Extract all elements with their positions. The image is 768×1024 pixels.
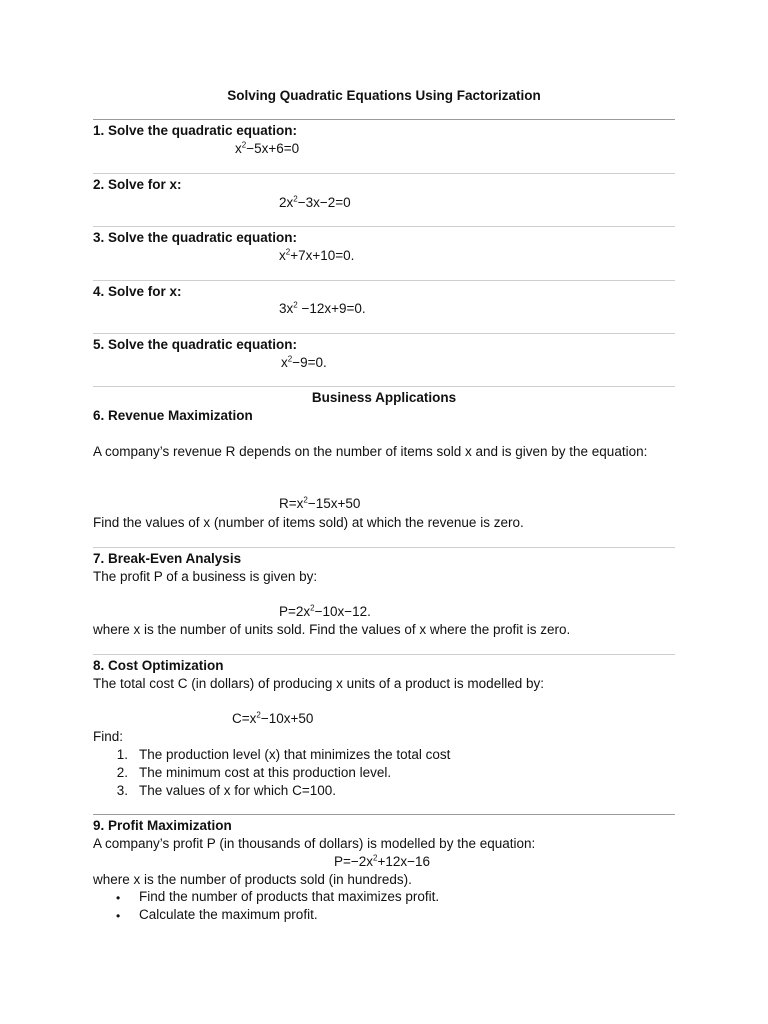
list-number: 1. [116,747,128,762]
q6-text: A company’s revenue R depends on the number of items sold x and is given by the equation: [93,444,648,459]
list-number: 3. [116,783,128,798]
q9-equation: $P=-2x^2+12x-16$ [334,853,431,869]
q6-ask: Find the values of x (number of items sold) at which the revenue is zero. [93,515,524,530]
q8-equation: $C=x^2-10x+50$ [232,710,314,726]
q5-equation: $x^2-9=0$. [281,354,327,370]
q7-equation: $P=2x^2-10x-12$. [279,603,371,619]
divider [93,280,675,281]
q3-heading: 3. Solve the quadratic equation: [93,230,298,245]
q9-heading: 9. Profit Maximization [93,818,232,833]
q4-heading: 4. Solve for x: [93,284,182,299]
divider [93,173,675,174]
page-title: Solving Quadratic Equations Using Factorization [227,88,541,103]
section-heading: Business Applications [311,390,457,405]
divider [93,333,675,334]
divider [93,386,675,387]
q7-ask: where x is the number of units sold. Find the values of x where the profit is zero. [93,622,571,637]
divider [93,547,675,548]
q2-equation: $2x^2-3x-2=0$ [279,194,351,210]
list-item: Calculate the maximum profit. [139,907,318,922]
q6-equation: $R=x^2-15x+50$ [279,495,361,511]
q2-heading: 2. Solve for x: [93,177,182,192]
list-item: The values of x for which C=100. [139,783,336,798]
q7-text: The profit P of a business is given by: [93,569,318,584]
divider [93,814,675,815]
q5-heading: 5. Solve the quadratic equation: [93,337,298,352]
q4-equation: $3x^2 -12x+9=0$. [279,300,366,316]
list-number: 2. [116,765,128,780]
list-item: The production level (x) that minimizes the total cost [139,747,451,762]
divider [93,226,675,227]
list-item: The minimum cost at this production level. [139,765,392,780]
list-item: Find the number of products that maximizes profit. [139,889,440,904]
q9-text: A company’s profit P (in thousands of dollars) is modelled by the equation: [93,836,536,851]
q7-heading: 7. Break-Even Analysis [93,551,242,566]
bullet-icon: • [116,909,121,923]
q8-text: The total cost C (in dollars) of producing x units of a product is modelled by: [93,676,544,691]
q8-heading: 8. Cost Optimization [93,658,224,673]
title-divider [93,119,675,120]
q1-heading: 1. Solve the quadratic equation: [93,123,298,138]
q6-heading: 6. Revenue Maximization [93,408,253,423]
bullet-icon: • [116,891,121,905]
q3-equation: $x^2+7x+10=0$. [279,247,355,263]
q9-after: where x is the number of products sold (in hundreds). [93,872,412,887]
q1-equation: $x^2-5x+6=0$ [235,140,300,156]
q8-find: Find: [93,729,124,744]
divider [93,654,675,655]
